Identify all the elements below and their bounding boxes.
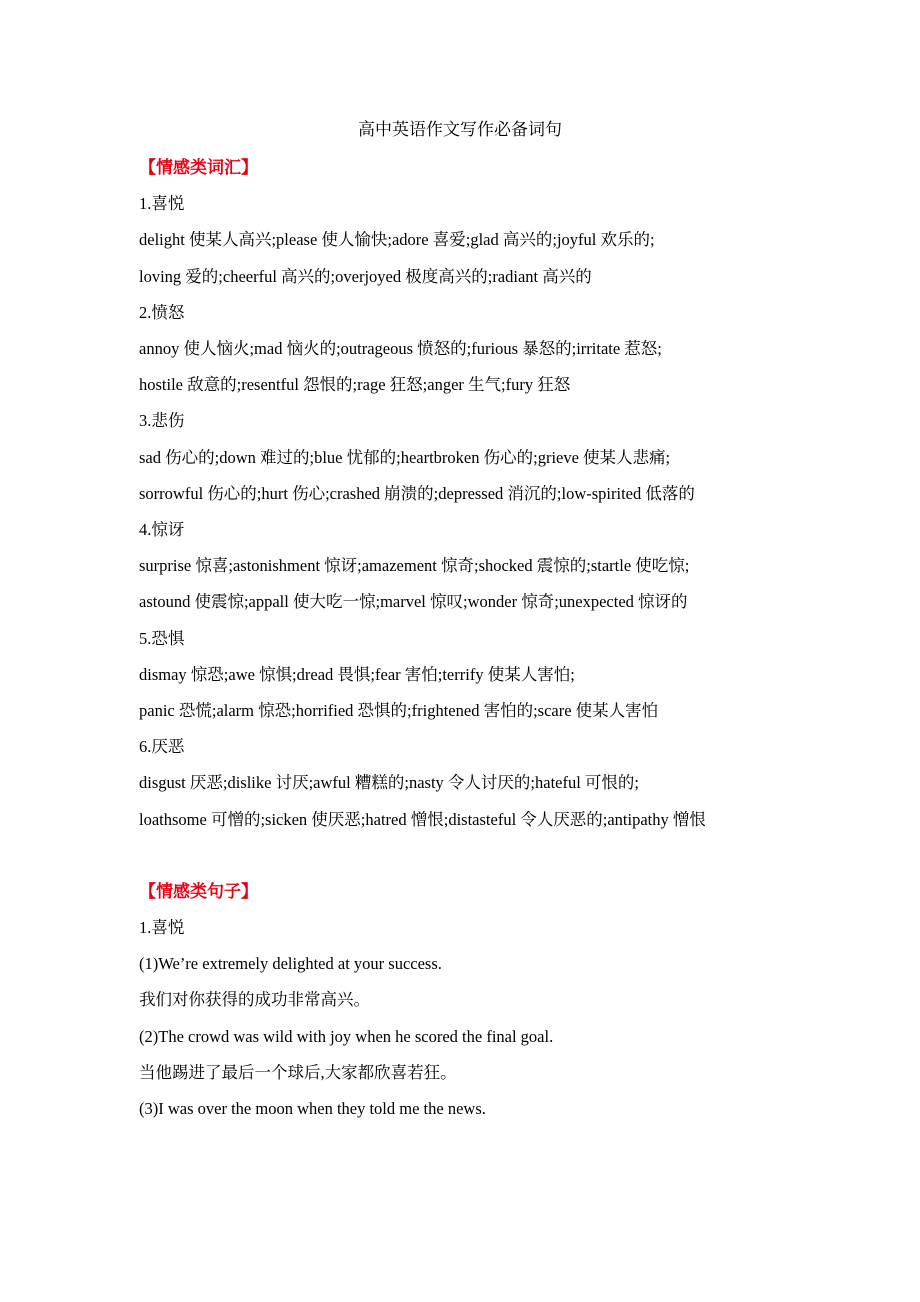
vocab-line: loving 爱的;cheerful 高兴的;overjoyed 极度高兴的;radiant 高兴的 [139,266,592,286]
sentence-english: (3)I was over the moon when they told me the news. [139,1099,486,1119]
vocab-group-label: 2.愤怒 [139,302,185,322]
sentence-chinese: 我们对你获得的成功非常高兴。 [139,990,370,1010]
vocab-group-label: 3.悲伤 [139,411,185,431]
vocab-line: sorrowful 伤心的;hurt 伤心;crashed 崩溃的;depressed 消沉的;low-spirited 低落的 [139,483,695,503]
sentence-section-heading: 【情感类句子】 [139,881,258,902]
vocab-group-label: 5.恐惧 [139,628,185,648]
section-spacer [139,838,789,874]
document-body [139,150,789,1127]
document-title: 高中英语作文写作必备词句 [358,120,562,139]
sentence-english: (1)We’re extremely delighted at your success. [139,954,442,974]
vocab-line: delight 使某人高兴;please 使人愉快;adore 喜爱;glad 高兴的;joyful 欢乐的; [139,230,655,250]
vocab-line: dismay 惊恐;awe 惊惧;dread 畏惧;fear 害怕;terrify 使某人害怕; [139,664,575,684]
vocab-line: hostile 敌意的;resentful 怨恨的;rage 狂怒;anger 生气;fury 狂怒 [139,375,571,395]
vocab-line: surprise 惊喜;astonishment 惊讶;amazement 惊奇;shocked 震惊的;startle 使吃惊; [139,556,690,576]
sentence-english: (2)The crowd was wild with joy when he scored the final goal. [139,1026,554,1046]
vocab-line: annoy 使人恼火;mad 恼火的;outrageous 愤怒的;furious 暴怒的;irritate 惹怒; [139,339,662,359]
sentence-group-label: 1.喜悦 [139,918,185,938]
vocab-line: loathsome 可憎的;sicken 使厌恶;hatred 憎恨;distasteful 令人厌恶的;antipathy 憎恨 [139,809,706,829]
vocab-group-label: 6.厌恶 [139,737,185,757]
vocab-group-label: 4.惊讶 [139,520,185,540]
vocab-group-label: 1.喜悦 [139,194,185,214]
vocab-line: astound 使震惊;appall 使大吃一惊;marvel 惊叹;wonder 惊奇;unexpected 惊讶的 [139,592,688,612]
vocab-line: sad 伤心的;down 难过的;blue 忧郁的;heartbroken 伤心的;grieve 使某人悲痛; [139,447,671,467]
vocab-line: disgust 厌恶;dislike 讨厌;awful 糟糕的;nasty 令人讨厌的;hateful 可恨的; [139,773,640,793]
vocab-line: panic 恐慌;alarm 惊恐;horrified 恐惧的;frightened 害怕的;scare 使某人害怕 [139,701,659,721]
vocab-section-heading: 【情感类词汇】 [139,158,258,178]
sentence-chinese: 当他踢进了最后一个球后,大家都欣喜若狂。 [139,1062,457,1082]
